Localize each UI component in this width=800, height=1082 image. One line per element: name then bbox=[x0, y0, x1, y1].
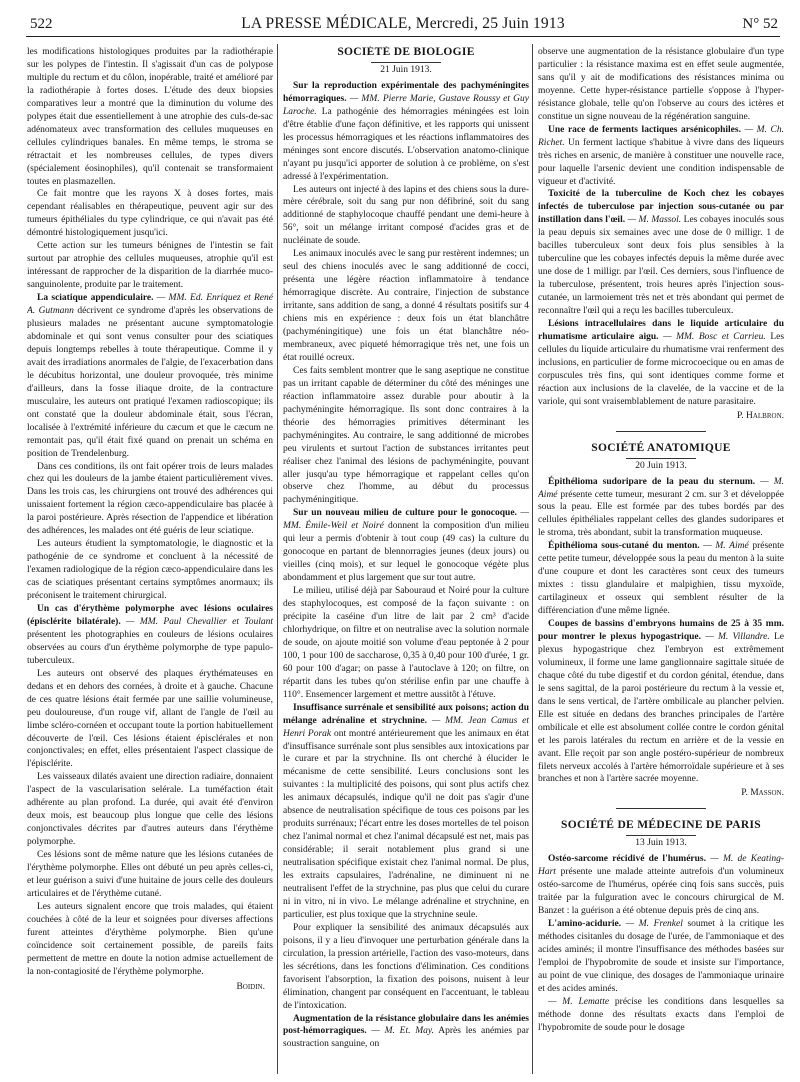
column-3 bbox=[538, 46, 784, 1076]
paragraph: Pour expliquer la sensibilité des animaux décapsulés aux poisons, il y a lieu d'invoquer une perturbation générale dans la circulation, la pression artérielle, l'action des vaso-moteurs, dans les sécrétions, dans les fonctions d'élimination. Ces conditions favorisent l'absorption, la fixation des poisons, nuisent à leur élimination, changent par conséquent en l'accentuant, le tableau de l'intoxication. bbox=[283, 922, 529, 1011]
section-title: SOCIÉTÉ DE BIOLOGIE bbox=[337, 46, 475, 58]
article bbox=[27, 292, 273, 460]
article-text: présentent les photographies en couleurs de lésions oculaires observées au cours d'un érythème polymorphe de type papulo-tuberculeux. bbox=[27, 629, 273, 666]
article-text: Les cobayes inoculés sous la peau depuis six semaines avec une dose de 0 milligr. 1 de bacilles tuberculeux sont deux fois plus sensibles à la tuberculine que les cobayes infectés depuis la même durée avec une dose de 1 milligr. par l'œil. Ces derniers, sous l'influence de la tuberculose, présentent, trois heures après l'injection sous-cutanée, un larmoiement très net et très abondant qui permet de reconnaître l'œil qui a reçu les bacilles tuberculeux. bbox=[538, 215, 784, 317]
page-header bbox=[26, 14, 780, 37]
article bbox=[538, 540, 784, 618]
article bbox=[538, 853, 784, 918]
article-title: Lésions intracellulaires dans le liquide articulaire du rhumatisme articulaire aigu. bbox=[538, 319, 784, 342]
article bbox=[283, 507, 529, 585]
article bbox=[283, 702, 529, 922]
article-authors: — M. Ch. Richet. bbox=[538, 124, 784, 148]
article-authors: — MM. Bosc et Carrieu. bbox=[663, 331, 766, 342]
article-title: Un cas d'érythème polymorphe avec lésions oculaires (épisclérite bilatérale). bbox=[27, 603, 273, 627]
column-2 bbox=[283, 46, 529, 1076]
article-text: présente cette tumeur, mesurant 2 cm. sur 3 et développée sous la peau. Elle est formée par des tubes bordés par des cellules épithéliales rappelant celles des glandes sudoripares et le stroma, très abondant, subit la transformation muqueuse. bbox=[538, 489, 784, 539]
article-title: Ostéo-sarcome récidivé de l'humérus. bbox=[548, 854, 706, 865]
paragraph: Cette action sur les tumeurs bénignes de l'intestin se fait surtout par atrophie des cellules muqueuses, atrophie qu'il est intéressant de rapprocher de la disparition de la diarrhée muco-sanguinolente, produite par le traitement. bbox=[27, 241, 273, 291]
article-title: L'amino-acidurie. bbox=[548, 919, 622, 930]
article-text: Les cellules du liquide articulaire du rhumatisme vrai renferment des inclusions, en particulier de forme microcoecique ou en amas de corpuscules très fins, qui sont identiques comme forme et réaction aux inclusions de la clavelée, de la vaccine et de la variole, qui sont vraisemblablement de nature parasitaire. bbox=[538, 331, 784, 407]
article-title: Coupes de bassins d'embryons humains de 25 à 35 mm. pour montrer le plexus hypogastrique. bbox=[538, 619, 784, 642]
article bbox=[538, 318, 784, 409]
paragraph: les modifications histologiques produites par la radiothérapie sur les polypes de l'intestin. Il s'agissait d'un cas de polypose multiple du rectum et du côlon, inopérable, traité et amélioré par la radiothérapie à fortes doses. L'étude des deux biopsies comparatives leur a montré que la diminution du volume des polypes était due essentiellement à une atrophie des culs-de-sac adénomateux avec transformation des cellules muqueuses en cellules cylindriques banales. En même temps, le stroma se rétractait et les nombreuses cellules, de types divers (spécialement éosinophiles), qu'il contenait se transformaient toutes en plasmazellen. bbox=[27, 47, 273, 187]
issue-number: N° 52 bbox=[742, 16, 778, 32]
page-number: 522 bbox=[30, 16, 53, 32]
article-text: Après les anémies par soustraction sanguine, on bbox=[283, 1026, 529, 1050]
article-authors: — M. Massol. bbox=[627, 215, 682, 226]
section-date: 20 Juin 1913. bbox=[635, 460, 687, 471]
article-text: Un ferment lactique s'habitue à vivre dans des liqueurs très riches en arsenic, de manière à constituer une nouvelle race, pour laquelle l'arsenic devient une condition indispensable de vigueur et d'activité. bbox=[538, 137, 784, 187]
article bbox=[538, 996, 784, 1035]
article-text: présente cette petite tumeur, développée sous la peau du menton à la suite d'une coupure et dont les caractères sont ceux des tumeurs mixtes : tissu glandulaire et malpighien, tissu myxoïde, cartilagineux et osseux qui semblent résulter de la différenciation d'une même lignée. bbox=[538, 541, 784, 617]
article bbox=[538, 124, 784, 189]
article-title: Toxicité de la tuberculine de Koch chez les cobayes infectés de tuberculose par injection sous-cutanée ou par instillation dans l'œil. bbox=[538, 189, 784, 226]
article-authors: — MM. Ed. Enriquez et René A. Gutmann bbox=[27, 293, 273, 317]
article-authors: — MM. Émile-Weil et Noiré bbox=[283, 508, 529, 532]
article-title: Insuffisance surrénale et sensibilité aux poisons; action du mélange adrénaline et strychnine. bbox=[283, 702, 529, 726]
article-title: Épithélioma sous-cutané du menton. bbox=[548, 541, 700, 552]
signature: Boidin. bbox=[236, 981, 265, 992]
signature: P. Masson. bbox=[741, 788, 784, 799]
article bbox=[538, 476, 784, 541]
article bbox=[538, 918, 784, 996]
paragraph: Ce fait montre que les rayons X à doses fortes, mais cependant réalisables en thérapeutique, peuvent agir sur des tumeurs épithéliales du type cylindrique, ce qui n'avait pas été démontré histologiquement jusqu'ici. bbox=[27, 189, 273, 239]
section-date: 21 Juin 1913. bbox=[380, 64, 432, 75]
article-title: Sur la reproduction expérimentale des pachyméningites hémorragiques. bbox=[283, 80, 529, 104]
article bbox=[283, 1013, 529, 1052]
article-text: soumet à la critique les méthodes cisitanles du dosage de l'urée, de l'ammoniaque et des acides aminés; il montre l'insuffisance des méthodes basées sur l'emploi de l'hypobromite de soude et insiste sur l'importance, au point de vue clinique, des dosages de l'ammoniaque urinaire et des acides aminés. bbox=[538, 919, 784, 994]
section-title: SOCIÉTÉ ANATOMIQUE bbox=[591, 441, 731, 454]
section-title: SOCIÉTÉ DE MÉDECINE DE PARIS bbox=[561, 819, 761, 832]
paragraph: Les vaisseaux dilatés avaient une direction radiaire, donnaient l'aspect de la vascularisation selérale. La tuméfaction était adhérente au plan profond. La durée, qui avait été d'environ deux mois, est beaucoup plus longue que celle des lésions conjonctivales décrites par d'autres auteurs dans l'érythème polymorphe. bbox=[27, 772, 273, 848]
paragraph: Les auteurs étudient la symptomatologie, le diagnostic et la pathogénie de ce syndrome et concluent à la nécessité de l'examen radiologique de la région cæco-appendiculaire dans les cas de sciatiques présentant certains symptômes anormaux; ils préconisent le traitement chirurgical. bbox=[27, 539, 273, 602]
column-divider bbox=[277, 44, 278, 1074]
article-authors: — M. Aimé bbox=[703, 541, 749, 552]
article-text: présente une malade atteinte autrefois d'un volumineux ostéo-sarcome de l'humérus, opérée cinq fois sans succès, puis traitée par la fulguration avec le concours chirurgical de M. Banzet : la guérison a été obtenue depuis près de cinq ans. bbox=[538, 867, 784, 917]
article-title: Sur un nouveau milieu de culture pour le gonocoque. bbox=[293, 508, 517, 519]
article-title: Une race de ferments lactiques arsénicophiles. bbox=[548, 124, 741, 135]
separator-rule bbox=[616, 808, 706, 809]
article-authors: — MM. Pierre Marie, Gustave Roussy et Guy Laroche. bbox=[283, 93, 529, 117]
signature: P. Halbron. bbox=[737, 410, 784, 421]
article-authors: — M. Villandre. bbox=[705, 631, 770, 642]
article-title: Épithélioma sudoripare de la peau du sternum. bbox=[548, 476, 756, 487]
running-title: LA PRESSE MÉDICALE, Mercredi, 25 Juin 1913 bbox=[241, 15, 565, 32]
column-1 bbox=[27, 46, 273, 1076]
section-rule bbox=[626, 835, 696, 836]
section-date: 13 Juin 1913. bbox=[635, 838, 687, 849]
article-authors: — M. de Keating-Hart bbox=[538, 854, 784, 878]
paragraph: Ces faits semblent montrer que le sang aseptique ne constitue pas un irritant capable de déterminer du côté des méninges une réaction inflammatoire assez durable pour aboutir à la pachyméningite hémorragique. Ils sont donc contraires à la théorie des hémorragies primitives déterminant les pachyméningites. Au contraire, le sang additionné de microbes peu virulents et surtout l'action de substances irritantes peut réaliser chez l'animal des lésions de pachyméningite, pouvant aller jusqu'au type hémorragique et rappelant celles qu'on observe chez l'homme, au début du processus pachyméningitique. bbox=[283, 365, 529, 506]
article-text: La pathogénie des hémorragies méningées est loin d'être établie d'une façon définitive, et les rapports qui unissent les processus hémorragiques et les réactions inflammatoires des méninges sont encore discutés. L'observation anatomo-clinique n'ayant pu jusqu'ici apporter de solution à ce problème, on s'est adressé à l'expérimentation. bbox=[283, 106, 529, 182]
paragraph: Les auteurs ont injecté à des lapins et des chiens sous la dure-mère cérébrale, soit du sang pur non défibriné, soit du sang additionné de staphylocoque chauffé pendant une demi-heure à 56°, soit un mélange irritant composé d'acides gras et de nucléinate de soude. bbox=[283, 184, 529, 247]
article-text: Le plexus hypogastrique chez l'embryon est extrêmement volumineux, il forme une lame ganglionnaire sagittale située de chaque côté du tube digestif et du cordon génital, étendue, dans le sens sagittal, de la paroi postérieure du rectum à la vessie et, dans le sens vertical, de l'artère ombilicale au plancher pelvien. Elle est située en dedans des branches principales de l'artère ombilicale et elle est absolument collée contre le cordon génital et les parois latérales du rectum en arrière et de la vessie en avant. Elle reçoit par son angle postéro-supérieur de nombreux filets nerveux accolés à l'artère hémorroïdale supérieure et à ses branches et non à l'artère sacrée moyenne. bbox=[538, 631, 784, 785]
article-text: précise les conditions dans lesquelles sa méthode donne des résultats exacts dans l'emploi de l'hypobromite de soude pour le dosage bbox=[538, 996, 784, 1033]
separator-rule bbox=[616, 431, 706, 432]
paragraph: Le milieu, utilisé déjà par Sabouraud et Noiré pour la culture des staphylocoques, est composé de la façon suivante : on précipite la caséine d'un litre de lait par 2 cm³ d'acide chlorhydrique, on filtre et on neutralise avec la solution normale de soude, on ajoute moitié son volume d'eau peptonée à 2 pour 100, 1 pour 100 de saccharose, 0,35 à 0,40 pour 100 d'urée, 1 gr. 60 pour 100 d'agar; on passe à l'autoclave à 120; on filtre, on répartit dans les tubes qu'on stérilise enfin par une chauffe à 110°. Ensemencer largement et mettre aussitôt à l'étuve. bbox=[283, 586, 529, 700]
paragraph: Ces lésions sont de même nature que les lésions cutanées de l'érythème polymorphe. Elles ont débuté un peu après celles-ci, et leur guérison a suivi d'une huitaine de jours celle des douleurs articulaires et de l'érythème cutané. bbox=[27, 850, 273, 899]
article-authors: — M. Lematte bbox=[548, 996, 610, 1007]
article-authors: — M. Et. May. bbox=[371, 1026, 434, 1037]
article-authors: — M. Aimé bbox=[538, 476, 784, 500]
section-rule bbox=[371, 62, 441, 63]
article-title: La sciatique appendiculaire. bbox=[37, 293, 154, 304]
article bbox=[283, 80, 529, 184]
article bbox=[27, 603, 273, 668]
article-authors: — MM. Paul Chevallier et Toulant bbox=[126, 616, 273, 627]
paragraph: Les auteurs ont observé des plaques érythémateuses en dedans et en dehors des cornées, à droite et à gauche. Chacune de ces quatre lésions était fermée par une saillie volumineuse, peu douloureuse, d'un rouge vif, allant de l'angle de l'œil au limbe scléro-cornéen et occupant toute la portion habituellement découverte de l'œil. Ces lésions étaient épisclérales et non conjonctivales; en effet, elles présentaient l'aspect classique de l'épisclérite. bbox=[27, 668, 273, 770]
article-text: donnent la composition d'un milieu qui leur a permis d'obtenir à tout coup (49 cas) la culture du gonocoque en partant de blennorragies jeunes (deux jours) ou vieilles (cinq mois), et sur lequel le gonocoque végète plus abondamment et plus largement que sur tout autre. bbox=[283, 521, 529, 584]
column-divider bbox=[532, 44, 533, 1074]
article-title: Augmentation de la résistance globulaire dans les anémies post-hémorragiques. bbox=[283, 1013, 529, 1037]
section-rule bbox=[626, 458, 696, 459]
article-text: décrivent ce syndrome d'après les observations de plusieurs malades ne présentant aucune symptomatologie abdominale et qui sont venus consulter pour des sciatiques depuis longtemps rebelles à toute thérapeutique. Comme il y avait des irradiations anormales de l'algie, de l'exacerbation dans le décubitus horizontal, une douleur provoquée, très minime d'ailleurs, dans la fosse iliaque droite, de la contracture musculaire, les auteurs ont pratiqué l'examen radioscopique; ils ont constaté que la douleur abdominale était, sous l'écran, localisée à l'extrémité inférieure du cæcum et que le cæcum ne remontait pas, qu'il était fixé quand on prenait un schéma en position de Trendelenburg. bbox=[27, 306, 273, 459]
paragraph: Dans ces conditions, ils ont fait opérer trois de leurs malades chez qui les douleurs de la jambe étaient particulièrement vives. Dans les trois cas, les chirurgiens ont trouvé des adhérences qui unissaient fortement la région cæco-appendiculaire bas placée à la paroi postérieure. Après résection de l'appendice et libération des adhérences, les malades ont été guéris de leur sciatique. bbox=[27, 461, 273, 537]
paragraph: Les auteurs signalent encore que trois malades, qui étaient couchées à côté de la leur et soignées pour diverses affections furent atteintes d'érythème polymorphe. Bien qu'une coïncidence soit certainement possible, de pareils faits permettent de mettre en doute la notion admise actuellement de la non-contagiosité de l'érythème polymorphe. bbox=[27, 901, 273, 977]
article bbox=[538, 618, 784, 786]
article bbox=[538, 188, 784, 318]
article-authors: — M. Frenkel bbox=[625, 919, 683, 930]
paragraph: Les animaux inoculés avec le sang pur restèrent indemnes; un seul des chiens inoculés avec le sang additionné de cocci, présenta une légère réaction inflammatoire à tendance hémorragique discrète. Au contraire, l'injection de substance irritante, sans addition de sang, a donné 4 résultats positifs sur 4 chiens mis en expérience : deux fois un état blanchâtre (pachyméningitique) une fois un état blanchâtre néo-membraneux, avec piqueté hémorragique très net, une fois un état rouillé ocreux. bbox=[283, 249, 529, 363]
paragraph: observe une augmentation de la résistance globulaire d'un type particulier : la résistance maxima est en effet seule augmentée, sans qu'il y ait de modifications des résistances minima ou moyenne. Cette hyper-résistance partielle s'oppose à l'hyper-résistance globale, telle qu'on l'observe au cours des ictères et constitue un signe nouveau de la régénération sanguine. bbox=[538, 47, 784, 122]
article-text: ont montré antérieurement que les animaux en état d'insuffisance surrénale sont plus sensibles aux intoxications par le curare et par la strychnine. Ils ont cherché à élucider le mécanisme de cette sensibilité. Leurs conclusions sont les suivantes : la multiplicité des poisons, qui sont plus actifs chez les animaux décapsulés, indique qu'il ne doit pas s'agir d'une absence de neutralisation spécifique de tous ces poisons par les produits surrénaux; l'écart entre les doses mortelles de tel poison chez l'animal normal et chez l'animal décapsulé est net, mais pas considérable; il serait notablement plus grand si une neutralisation spécifique existait chez l'animal normal. De plus, les extraits capsulaires, l'adrénaline, ne diminuent ni ne neutralisent l'effet de la strychnine, pas plus que celui du curare ni in vitro, ni in vivo. Le mélange adrénaline et strychnine, en particulier, est plus toxique que la strychnine seule. bbox=[283, 728, 529, 920]
article-authors: — MM. Jean Camus et Henri Porak bbox=[283, 715, 529, 739]
